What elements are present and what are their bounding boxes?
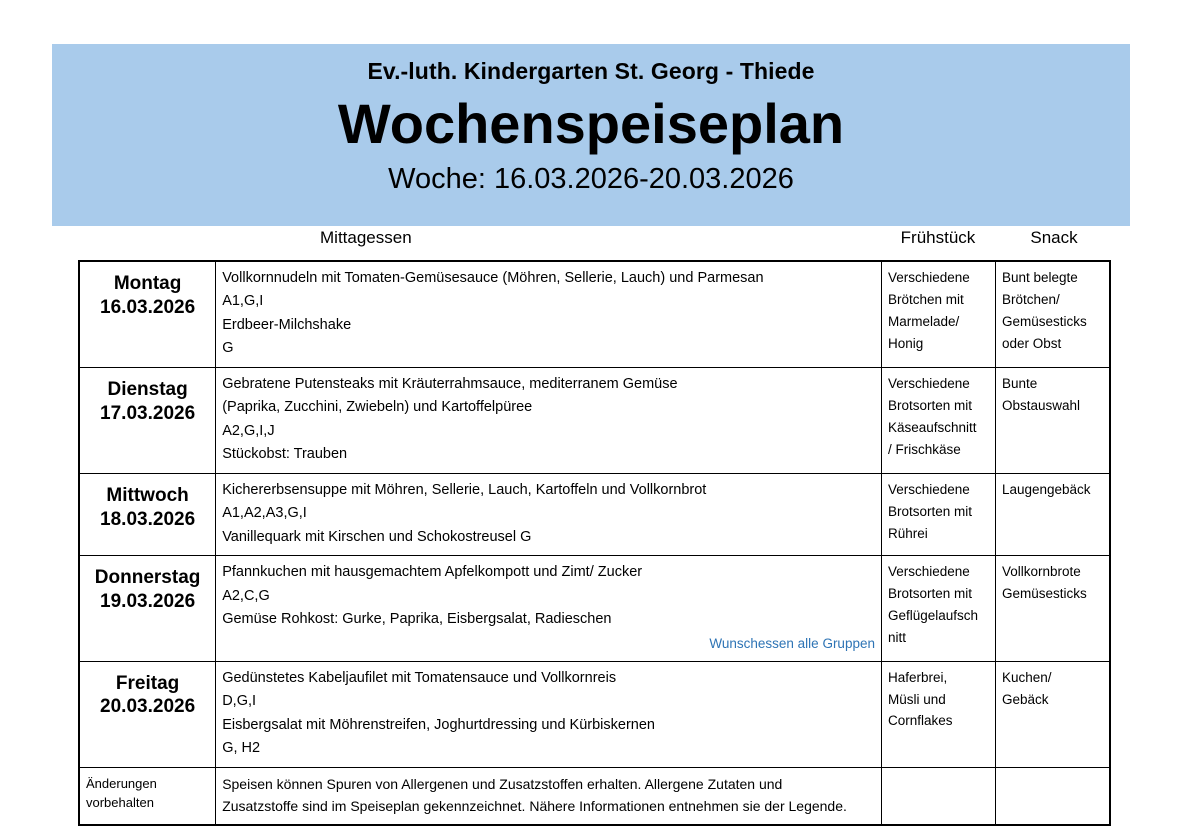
snack-cell — [995, 556, 1110, 661]
snack-line: Vollkornbrote — [1001, 564, 1081, 580]
lunch-line: Vollkornnudeln mit Tomaten-Gemüsesauce (Möhren, Sellerie, Lauch) und Parmesan — [222, 270, 764, 286]
weekly-menu-table — [78, 260, 1111, 826]
lunch-line: G, H2 — [222, 740, 261, 757]
breakfast-line: Cornflakes — [887, 713, 953, 729]
day-name: Mittwoch — [106, 484, 189, 506]
table-row — [79, 556, 1110, 661]
day-name: Freitag — [115, 672, 180, 694]
breakfast-line: Brotsorten mit — [887, 397, 973, 413]
lunch-cell — [216, 367, 882, 473]
lunch-line: Vanillequark mit Kirschen und Schokostreusel G — [222, 528, 532, 545]
column-header-lunch: Mittagessen — [320, 228, 412, 247]
disclaimer-text-line: Zusatzstoffe sind im Speiseplan gekennzeichnet. Nähere Informationen entnehmen sie der Legende. — [222, 798, 847, 815]
day-name: Montag — [113, 273, 182, 294]
snack-line: Gemüsesticks — [1001, 313, 1087, 329]
breakfast-line: Verschiedene — [887, 564, 970, 580]
breakfast-line: Brotsorten mit — [887, 586, 973, 602]
lunch-line: Kichererbsensuppe mit Möhren, Sellerie, Lauch, Kartoffeln und Vollkornbrot — [222, 481, 707, 498]
menu-table-body — [79, 261, 1110, 825]
snack-line: Gemüsesticks — [1001, 586, 1087, 602]
disclaimer-text — [216, 767, 882, 825]
day-cell — [79, 556, 216, 661]
breakfast-cell — [881, 473, 995, 555]
wish-meal-note: Wunschessen alle Gruppen — [709, 635, 875, 651]
table-row — [79, 261, 1110, 367]
snack-line: Laugengebäck — [1001, 481, 1091, 497]
disclaimer-text-line: Speisen können Spuren von Allergenen und Zusatzstoffen erhalten. Allergene Zutaten und — [222, 775, 783, 792]
breakfast-line: Verschiedene — [887, 481, 970, 497]
disclaimer-label-line: vorbehalten — [86, 795, 154, 811]
lunch-line: Pfannkuchen mit hausgemachtem Apfelkompott und Zimt/ Zucker — [222, 564, 643, 581]
page-title: Wochenspeiseplan — [337, 91, 845, 155]
column-header-breakfast: Frühstück — [900, 228, 976, 247]
breakfast-line: nitt — [887, 629, 906, 645]
lunch-line: Stückobst: Trauben — [222, 446, 348, 463]
disclaimer-snack-cell — [995, 767, 1110, 825]
day-cell — [79, 473, 216, 555]
breakfast-cell — [881, 261, 995, 367]
snack-line: oder Obst — [1001, 335, 1062, 351]
snack-line: Bunt belegte — [1001, 270, 1078, 285]
lunch-line: A2,C,G — [222, 587, 270, 604]
lunch-line: Gemüse Rohkost: Gurke, Paprika, Eisbergsalat, Radieschen — [222, 611, 612, 628]
day-date: 18.03.2026 — [100, 508, 196, 530]
breakfast-line: Brötchen mit — [887, 291, 964, 307]
lunch-cell — [216, 473, 882, 555]
lunch-line: (Paprika, Zucchini, Zwiebeln) und Kartoffelpüree — [222, 399, 533, 416]
breakfast-line: Verschiedene — [887, 375, 970, 391]
day-date: 17.03.2026 — [100, 402, 196, 424]
column-headers — [52, 228, 1130, 256]
lunch-line: A1,A2,A3,G,I — [222, 505, 307, 522]
snack-line: Gebäck — [1001, 691, 1049, 707]
snack-cell — [995, 473, 1110, 555]
disclaimer-label — [79, 767, 216, 825]
header-banner — [52, 44, 1130, 226]
organization-name: Ev.-luth. Kindergarten St. Georg - Thiede — [367, 58, 815, 84]
breakfast-cell — [881, 556, 995, 661]
snack-cell — [995, 367, 1110, 473]
breakfast-line: / Frischkäse — [887, 441, 961, 457]
snack-cell — [995, 661, 1110, 767]
table-row-disclaimer — [79, 767, 1110, 825]
lunch-line: Erdbeer-Milchshake — [222, 316, 352, 333]
breakfast-line: Honig — [887, 335, 924, 351]
breakfast-line: Geflügelaufsch — [887, 608, 979, 624]
snack-line: Brötchen/ — [1001, 291, 1060, 307]
lunch-line: A2,G,I,J — [222, 422, 275, 439]
lunch-cell — [216, 661, 882, 767]
lunch-line: Eisbergsalat mit Möhrenstreifen, Joghurtdressing und Kürbiskernen — [222, 716, 655, 733]
breakfast-line: Verschiedene — [887, 270, 970, 285]
day-cell — [79, 367, 216, 473]
day-date: 16.03.2026 — [100, 296, 196, 318]
day-name: Dienstag — [107, 378, 188, 400]
table-row — [79, 473, 1110, 555]
lunch-line: Gedünstetes Kabeljaufilet mit Tomatensauce und Vollkornreis — [222, 669, 617, 686]
lunch-line: D,G,I — [222, 693, 257, 710]
breakfast-cell — [881, 661, 995, 767]
lunch-line: A1,G,I — [222, 293, 264, 310]
snack-line: Bunte — [1001, 375, 1038, 391]
breakfast-cell — [881, 367, 995, 473]
day-cell — [79, 261, 216, 367]
snack-line: Kuchen/ — [1001, 669, 1052, 685]
lunch-cell — [216, 556, 882, 661]
breakfast-line: Rührei — [887, 525, 928, 541]
table-row — [79, 661, 1110, 767]
week-range: Woche: 16.03.2026-20.03.2026 — [388, 162, 794, 195]
breakfast-line: Müsli und — [887, 691, 946, 707]
breakfast-line: Haferbrei, — [887, 669, 948, 685]
table-row — [79, 367, 1110, 473]
day-name: Donnerstag — [94, 567, 201, 589]
disclaimer-breakfast-cell — [881, 767, 995, 825]
breakfast-line: Marmelade/ — [887, 313, 960, 329]
day-date: 20.03.2026 — [100, 696, 196, 718]
column-header-snack: Snack — [1030, 228, 1078, 247]
day-cell — [79, 661, 216, 767]
day-date: 19.03.2026 — [100, 591, 196, 613]
snack-line: Obstauswahl — [1001, 397, 1081, 413]
lunch-cell — [216, 261, 882, 367]
lunch-line: Gebratene Putensteaks mit Kräuterrahmsauce, mediterranem Gemüse — [222, 375, 678, 392]
breakfast-line: Brotsorten mit — [887, 503, 973, 519]
breakfast-line: Käseaufschnitt — [887, 419, 977, 435]
snack-cell — [995, 261, 1110, 367]
lunch-line: G — [222, 340, 234, 357]
disclaimer-label-line: Änderungen — [86, 775, 157, 791]
